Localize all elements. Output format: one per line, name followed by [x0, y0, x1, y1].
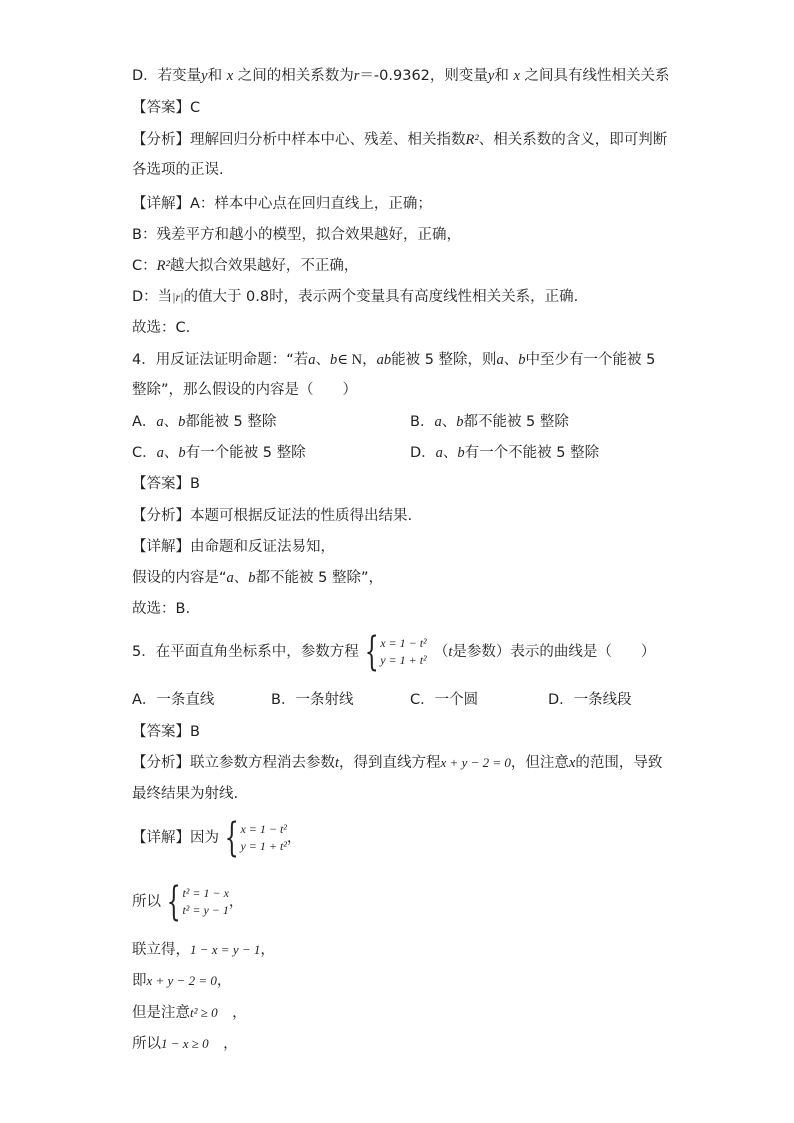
analysis-tag: 【分析】: [132, 755, 190, 771]
text: 有一个能被 5 整除: [185, 445, 306, 461]
detail-3-line-3: [132, 256, 358, 276]
text: 是参数）表示的曲线是（ ）: [452, 644, 656, 660]
equation: t² = y − 1: [182, 903, 229, 917]
text: 都能被 5 整除: [185, 414, 277, 430]
var: b: [248, 570, 256, 586]
text: 的范围，导致: [575, 755, 663, 771]
text: 5．在平面直角坐标系中，参数方程: [132, 644, 359, 660]
text: 、相关系数的含义，即可判断: [478, 132, 668, 148]
text: 假设的内容是“: [132, 570, 227, 586]
detail-5-line-3: [132, 940, 275, 960]
var: x: [226, 68, 234, 84]
q5-option-c: C．一个圆: [410, 692, 479, 708]
text: ，但注意: [510, 755, 569, 771]
var: a: [435, 445, 443, 461]
var: y: [201, 68, 208, 84]
detail-5-line-4: [132, 971, 231, 991]
text: 、: [503, 352, 519, 368]
analysis-tag: 【分析】: [132, 508, 190, 524]
text: 理解回归分析中样本中心、残差、相关指数: [190, 132, 466, 148]
system-1: [219, 815, 287, 861]
var: b: [178, 414, 186, 430]
answer-tag: 【答案】: [132, 724, 190, 740]
equation: t² ≥ 0: [190, 1005, 218, 1020]
analysis-3-line-2: [132, 160, 224, 180]
q4-option-c: [132, 443, 306, 463]
analysis-4: [132, 506, 412, 526]
equation: y = 1 + t²: [240, 839, 287, 853]
equation: y = 1 + t²: [380, 653, 427, 667]
system-lines: [182, 885, 228, 919]
option-d-correlation: [132, 66, 669, 86]
text: 联立得，: [132, 942, 190, 958]
text: ，得到直线方程: [339, 755, 441, 771]
text: ，: [286, 830, 302, 846]
var: b: [518, 352, 526, 368]
text: 和: [494, 68, 509, 84]
var: b: [330, 352, 338, 368]
text: 中至少有一个能被 5: [525, 352, 656, 368]
text: 越大拟合效果越好，不正确，: [169, 258, 359, 274]
answer-3: [132, 98, 200, 118]
var: t: [448, 644, 453, 660]
var: b: [456, 414, 464, 430]
equation: x + y − 2 = 0: [440, 755, 511, 770]
text: ，: [208, 1036, 238, 1052]
detail-3-line-2: [132, 225, 461, 245]
detail-4-line-1: [132, 537, 335, 557]
equation: t² = 1 − x: [182, 886, 229, 900]
var: x: [568, 755, 576, 771]
var: a: [226, 570, 234, 586]
system-2: [161, 879, 229, 925]
equation: x = 1 − t²: [380, 636, 427, 650]
text: A：样本中心点在回归直线上，正确；: [190, 196, 432, 212]
text: 故选：C.: [132, 320, 191, 336]
text: C．: [132, 445, 157, 461]
detail-tag: 【详解】: [132, 830, 190, 846]
text: ，: [216, 973, 232, 989]
answer-tag: 【答案】: [132, 476, 190, 492]
text: B：残差平方和越小的模型，拟合效果越好，正确，: [132, 227, 461, 243]
text: D：当: [132, 289, 173, 305]
var: a: [156, 414, 164, 430]
analysis-5-line-2: [132, 784, 238, 804]
text: 、: [163, 445, 179, 461]
text: 由命题和反证法易知，: [190, 539, 335, 555]
analysis-5-line-1: [132, 753, 662, 773]
text: C：: [132, 258, 157, 274]
text: ，: [217, 1005, 247, 1021]
text: ，: [362, 352, 377, 368]
text: 整除”，那么假设的内容是（ ）: [132, 382, 358, 398]
var: R²: [465, 132, 479, 148]
var: b: [178, 445, 186, 461]
q4-option-a: [132, 412, 276, 432]
answer-5: [132, 722, 200, 742]
text: 、: [233, 570, 249, 586]
text: 但是注意: [132, 1005, 190, 1021]
detail-5-line-6: [132, 1034, 238, 1054]
text: 、: [442, 445, 458, 461]
var: R²: [156, 258, 170, 274]
text: 、: [163, 414, 179, 430]
text: ＝-0.9362，则变量: [359, 68, 488, 84]
text: 有一个不能被 5 整除: [464, 445, 600, 461]
detail-5-line-1: [132, 815, 302, 861]
system-lines: [380, 635, 426, 669]
text: 即: [132, 973, 147, 989]
var: ab: [376, 352, 392, 368]
text: D．若变量: [132, 68, 202, 84]
text: A．: [132, 414, 157, 430]
text: 4．用反证法证明命题：“若: [132, 352, 309, 368]
text: 因为: [190, 830, 219, 846]
var: a: [496, 352, 504, 368]
detail-3-line-4: [132, 287, 578, 307]
text: （: [441, 644, 449, 660]
q5-option-b: B．一条射线: [271, 692, 354, 708]
question-5: [132, 629, 656, 675]
analysis-tag: 【分析】: [132, 132, 190, 148]
select-3: [132, 318, 190, 338]
analysis-3-line-1: [132, 130, 667, 150]
text: 的值大于 0.8时，表示两个变量具有高度线性相关关系，正确.: [183, 289, 579, 305]
var: a: [308, 352, 316, 368]
brace: {: [364, 629, 379, 675]
var: x: [513, 68, 520, 84]
q5-option-a: A．一条直线: [132, 692, 215, 708]
equation: 1 − x = y − 1: [190, 942, 261, 957]
var: b: [457, 445, 465, 461]
answer-tag: 【答案】: [132, 100, 190, 116]
text: B．: [410, 414, 435, 430]
select-4: [132, 599, 190, 619]
text: 联立参数方程消去参数: [190, 755, 335, 771]
text: 最终结果为射线.: [132, 786, 239, 802]
text: 之间的相关系数为: [237, 68, 354, 84]
text: 能被 5 整除，则: [391, 352, 497, 368]
answer-4: [132, 474, 200, 494]
equation: 1 − x ≥ 0: [161, 1036, 209, 1051]
text: 所以: [132, 1036, 161, 1052]
detail-4-line-2: [132, 568, 383, 588]
brace: {: [166, 879, 181, 925]
math: ∈ N: [337, 352, 363, 368]
question-4-line-1: [132, 350, 655, 370]
text: 之间具有线性相关关系: [524, 68, 670, 84]
text: 都不能被 5 整除: [463, 414, 569, 430]
text: 、: [315, 352, 330, 368]
var: y: [487, 68, 495, 84]
brace: {: [224, 815, 239, 861]
detail-3-line-1: [132, 194, 432, 214]
text: 、: [441, 414, 457, 430]
detail-5-line-5: [132, 1003, 247, 1023]
detail-tag: 【详解】: [132, 196, 190, 212]
text: ，: [260, 942, 275, 958]
answer-value: C: [190, 100, 201, 116]
detail-tag: 【详解】: [132, 539, 190, 555]
var: t: [335, 755, 340, 771]
var: a: [156, 445, 164, 461]
var: a: [434, 414, 442, 430]
q4-option-d: [410, 443, 599, 463]
equation: x = 1 − t²: [240, 822, 287, 836]
param-system: [359, 629, 427, 675]
detail-5-line-2: [132, 879, 244, 925]
q5-option-d: D．一条线段: [548, 692, 632, 708]
var: |r|: [172, 290, 184, 304]
text: 各选项的正误.: [132, 162, 224, 178]
answer-value: B: [190, 724, 200, 740]
system-lines: [240, 821, 286, 855]
q4-option-b: [410, 412, 569, 432]
equation: x + y − 2 = 0: [146, 973, 217, 988]
text: 都不能被 5 整除”，: [255, 570, 383, 586]
question-4-line-2: [132, 380, 357, 400]
text: 本题可根据反证法的性质得出结果.: [190, 508, 413, 524]
text: 故选：B.: [132, 601, 191, 617]
var: r: [353, 68, 360, 84]
text: D．: [410, 445, 436, 461]
text: ，: [228, 894, 244, 910]
text: 和: [207, 68, 223, 84]
text: 所以: [132, 894, 161, 910]
answer-value: B: [190, 476, 200, 492]
